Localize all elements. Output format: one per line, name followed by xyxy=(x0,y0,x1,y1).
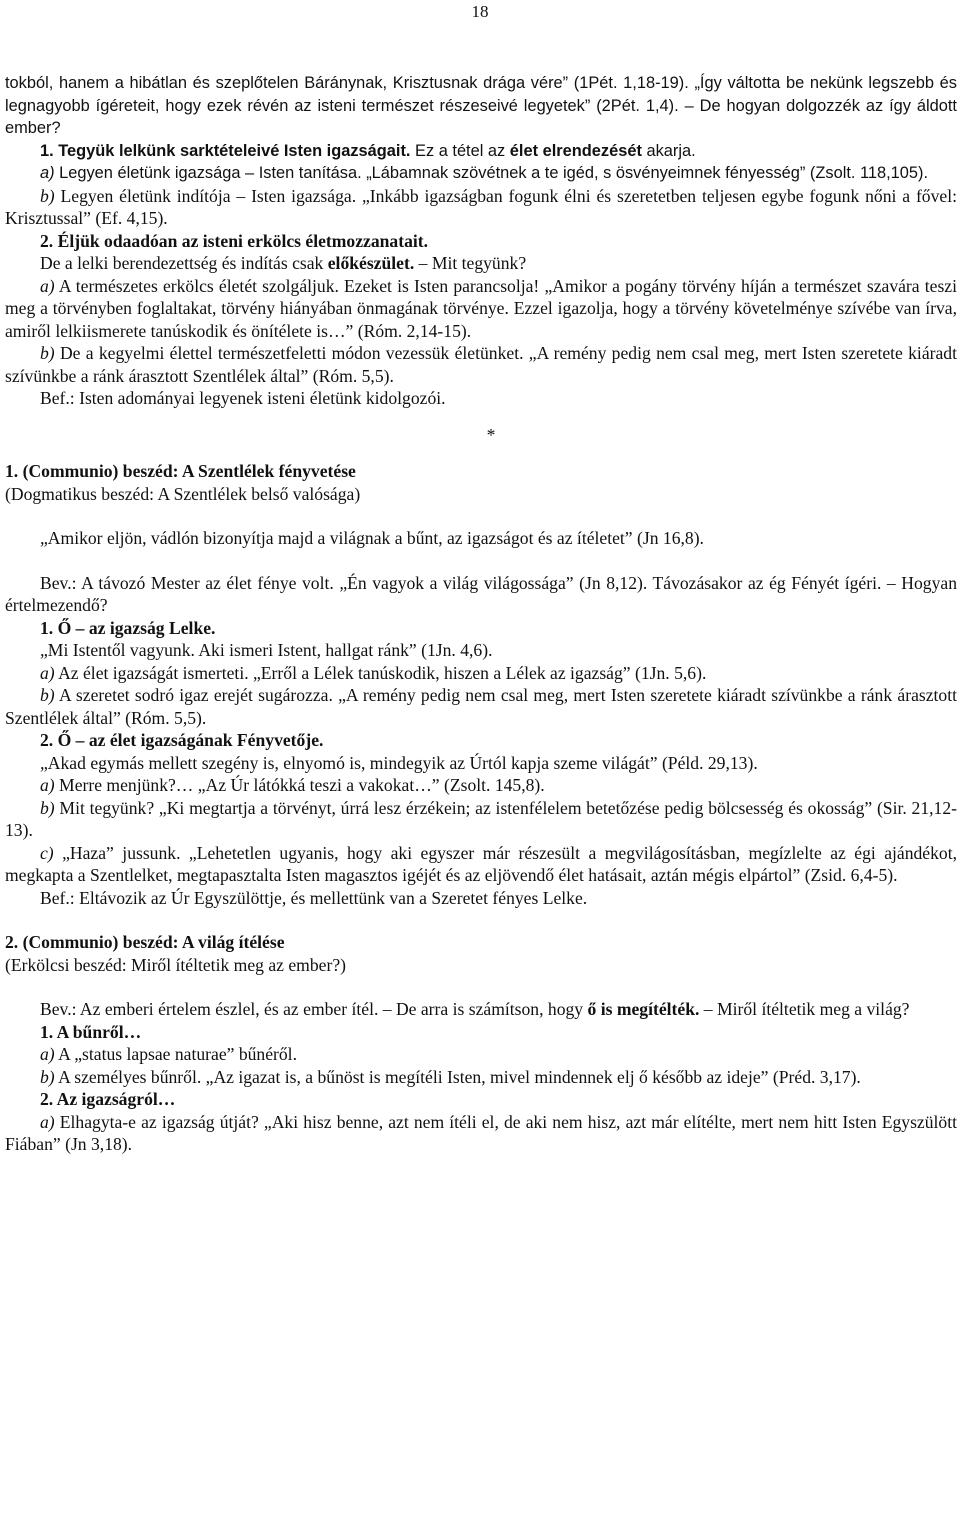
document-body xyxy=(5,72,957,1156)
section-2-point-1-text: 1. A bűnről… xyxy=(40,1021,142,1042)
section-1-point-2b xyxy=(5,797,957,842)
section-1-point-1 xyxy=(5,617,957,640)
label-b: b) xyxy=(40,1066,55,1087)
text-b: Mit tegyünk? „Ki megtartja a törvényt, úrrá lesz érzékein; az istenfélelem betetőzése pedig bölcsesség és okosság” (Sir. 21,12-13). xyxy=(5,797,957,840)
section-1-point-1-quote: „Mi Istentől vagyunk. Aki ismeri Istent, hallgat ránk” (1Jn. 4,6). xyxy=(40,640,493,660)
point-1-bold: 1. Tegyük lelkünk sarktételeivé Isten igazságait. xyxy=(40,141,411,160)
section-2-subtitle: (Erkölcsi beszéd: Miről ítéltetik meg az ember?) xyxy=(5,954,346,975)
text-c: „Haza” jussunk. „Lehetetlen ugyanis, hogy aki egyszer már részesült a megvilágosításban, megízlelte az égi ajándékot, megkapta a Szentlelket, megtapasztalta Isten magasztos igéjét és az eljövendő élet hatásait, aztán mégis elpártol” (Zsid. 6,4-5). xyxy=(5,842,957,885)
section-1-title-text: 1. (Communio) beszéd: A Szentlélek fényvetése xyxy=(5,461,356,481)
bev-pre: Bev.: Az emberi értelem észlel, és az ember ítél. – De arra is számítson, hogy xyxy=(40,999,588,1019)
point-2-heading xyxy=(5,230,957,253)
point-2a xyxy=(5,275,957,343)
point-1a xyxy=(5,162,957,185)
point-1b xyxy=(5,185,957,230)
point-1-rest: Ez a tétel az xyxy=(410,141,510,160)
section-1-point-2a xyxy=(5,774,957,797)
bev-bold: ő is megítélték. xyxy=(587,999,700,1019)
section-2-point-2-text: 2. Az igazságról… xyxy=(40,1089,176,1109)
section-1-point-2 xyxy=(5,729,957,752)
point-1a-label: a) xyxy=(40,164,55,182)
point-2b xyxy=(5,342,957,387)
section-2-point-1a xyxy=(5,1043,957,1066)
point-2a-label: a) xyxy=(40,275,55,296)
text-a: Merre menjünk?… „Az Úr látókká teszi a vakokat…” (Zsolt. 145,8). xyxy=(54,775,545,795)
section-2-point-1b xyxy=(5,1066,957,1089)
point-1-end: akarja. xyxy=(641,141,696,160)
section-1-motto: „Amikor eljön, vádlón bizonyítja majd a világnak a bűnt, az igazságot és az ítéletet” (Jn 16,8). xyxy=(40,528,704,548)
section-2-title xyxy=(5,931,957,954)
section-1-bev: Bev.: A távozó Mester az élet fénye volt. „Én vagyok a világ világossága” (Jn 8,12). Távozásakor az ég Fényét ígéri. – Hogyan értelmezendő? xyxy=(5,572,957,615)
point-2b-text: De a kegyelmi élettel természetfeletti módon vezessük életünket. „A remény pedig nem csal meg, mert Isten szeretete kiáradt szívünkbe a ránk árasztott Szentlélek által” (Róm. 5,5). xyxy=(5,343,957,386)
section-2-point-2a xyxy=(5,1111,957,1156)
point-2-intro-text: De a lelki berendezettség és indítás csak xyxy=(40,253,328,273)
section-1-point-2c xyxy=(5,842,957,887)
label-a: a) xyxy=(40,775,55,795)
section-1-point-1-text: 1. Ő – az igazság Lelke. xyxy=(40,617,216,638)
section-2-title-text: 2. (Communio) beszéd: A világ ítélése xyxy=(5,932,285,952)
section-1-title xyxy=(5,460,957,483)
label-b: b) xyxy=(40,797,55,818)
section-1-point-1a xyxy=(5,662,957,685)
point-1b-text: Legyen életünk indítója – Isten igazsága. „Inkább igazságban fogunk élni és szeretetben teljesen egybe fogunk nőni a fővel: Krisztussal” (Ef. 4,15). xyxy=(5,185,957,228)
point-2-intro xyxy=(5,252,957,275)
point-2-intro-bold: előkészület. xyxy=(327,253,415,273)
section-1-point-2-text: 2. Ő – az élet igazságának Fényvetője. xyxy=(40,730,324,750)
section-1-point-1b xyxy=(5,684,957,729)
paragraph-continuation: tokból, hanem a hibátlan és szeplőtelen Báránynak, Krisztusnak drága vére” (1Pét. 1,18-19). „Így váltotta be nekünk legszebb és legnagyobb ígéreteit, hogy ezek révén az isteni természet részeseivé legyetek” (2Pét. 1,4). – De hogyan dolgozzék az így áldott ember? xyxy=(5,74,957,137)
point-2b-label: b) xyxy=(40,343,55,363)
section-1-point-2-quote: „Akad egymás mellett szegény is, elnyomó is, mindegyik az Úrtól kapja szeme világát” (Péld. 29,13). xyxy=(40,752,758,773)
section-2-bev xyxy=(5,998,957,1021)
text-b: A személyes bűnről. „Az igazat is, a bűnöst is megítéli Isten, mivel mindennek elj ő később az ideje” (Préd. 3,17). xyxy=(54,1066,861,1087)
text-b: A szeretet sodró igaz erejét sugározza. „A remény pedig nem csal meg, mert Isten szeretete kiáradt szívünkbe a ránk árasztott Szentlélek által” (Róm. 5,5). xyxy=(5,685,957,728)
text-a: Elhagyta-e az igazság útját? „Aki hisz benne, azt nem ítéli el, de aki nem hisz, azt már elítélte, mert nem hitt Isten Egyszülött Fiában” (Jn 3,18). xyxy=(5,1111,957,1154)
label-c: c) xyxy=(40,842,54,863)
text-a: A „status lapsae naturae” bűnéről. xyxy=(54,1044,297,1064)
point-2-bold: 2. Éljük odaadóan az isteni erkölcs életmozzanatait. xyxy=(40,230,429,251)
point-1-bold2: élet elrendezését xyxy=(509,141,642,160)
bev-post: – Miről ítéltetik meg a világ? xyxy=(699,999,910,1019)
section-separator: * xyxy=(486,424,496,445)
point-2-intro-end: – Mit tegyünk? xyxy=(414,253,527,273)
conclusion: Bef.: Isten adományai legyenek isteni életünk kidolgozói. xyxy=(40,388,446,408)
page-number: 18 xyxy=(471,2,489,21)
point-1-heading xyxy=(5,140,957,163)
section-2-point-2 xyxy=(5,1088,957,1111)
section-2-point-1 xyxy=(5,1021,957,1044)
section-1-subtitle: (Dogmatikus beszéd: A Szentlélek belső valósága) xyxy=(5,483,361,504)
text-a: Az élet igazságát ismerteti. „Erről a Lélek tanúskodik, hiszen a Lélek az igazság” (1Jn. 5,6). xyxy=(54,662,707,683)
label-a: a) xyxy=(40,1044,55,1064)
label-a: a) xyxy=(40,1111,55,1132)
label-a: a) xyxy=(40,662,55,683)
point-1b-label: b) xyxy=(40,185,55,206)
point-2a-text: A természetes erkölcs életét szolgáljuk. Ezeket is Isten parancsolja! „Amikor a pogány törvény híján a természet szavára teszi meg a törvényben foglaltakat, törvény hiányában önmagának törvénye. Ezzel igazolja, hogy a törvény követelménye szívébe van írva, amiről lelkiismerete tanúskodik és önítélete is…” (Róm. 2,14-15). xyxy=(5,275,957,341)
point-1a-text: Legyen életünk igazsága – Isten tanítása. „Lábamnak szövétnek a te igéd, s ösvényeimnek fényesség” (Zsolt. 118,105). xyxy=(54,164,929,182)
section-1-bef: Bef.: Eltávozik az Úr Egyszülöttje, és mellettünk van a Szeretet fényes Lelke. xyxy=(40,887,588,908)
label-b: b) xyxy=(40,685,55,705)
